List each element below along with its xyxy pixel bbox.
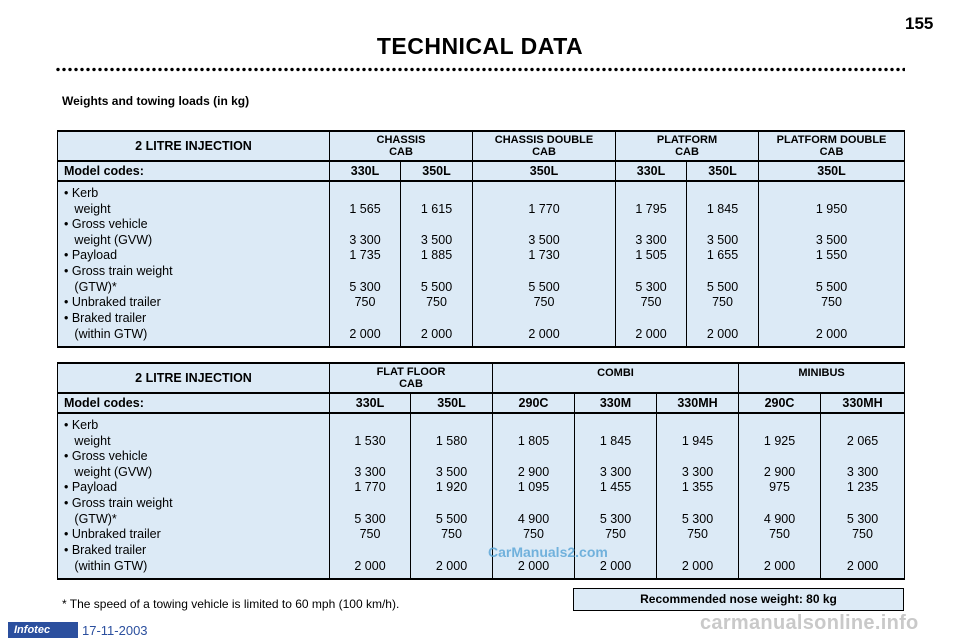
table2-code: 330MH xyxy=(657,393,739,413)
cell-value: 975 xyxy=(739,480,821,496)
table-row xyxy=(58,311,905,347)
table-row xyxy=(58,181,905,217)
cell-value: 1 355 xyxy=(657,480,739,496)
row-label: • Unbraked trailer xyxy=(58,295,330,311)
table-row xyxy=(58,480,905,496)
cell-value: 5 300 xyxy=(657,496,739,527)
cell-value: 5 300 xyxy=(616,264,687,295)
table1-code: 350L xyxy=(401,161,473,181)
cell-value: 2 000 xyxy=(401,311,473,347)
table1-main-label: 2 LITRE INJECTION xyxy=(58,131,330,161)
cell-value: 750 xyxy=(821,527,905,543)
table2-codes-label: Model codes: xyxy=(58,393,330,413)
cell-value: 1 615 xyxy=(401,181,473,217)
cell-value: 5 500 xyxy=(473,264,616,295)
cell-value: 1 235 xyxy=(821,480,905,496)
cell-value: 1 770 xyxy=(473,181,616,217)
weights-table-1 xyxy=(57,130,905,348)
dotted-divider xyxy=(55,67,905,72)
cell-value: 750 xyxy=(411,527,493,543)
cell-value: 1 735 xyxy=(330,248,401,264)
cell-value: 2 000 xyxy=(493,543,575,579)
cell-value: 5 500 xyxy=(687,264,759,295)
cell-value: 1 925 xyxy=(739,413,821,449)
cell-value: 750 xyxy=(759,295,905,311)
table1-code: 350L xyxy=(473,161,616,181)
cell-value: 1 885 xyxy=(401,248,473,264)
cell-value: 2 000 xyxy=(821,543,905,579)
watermark-bottom: carmanualsonline.info xyxy=(700,612,919,634)
cell-value: 1 580 xyxy=(411,413,493,449)
row-label: • Kerb weight xyxy=(58,181,330,217)
cell-value: 3 300 xyxy=(821,449,905,480)
cell-value: 3 500 xyxy=(473,217,616,248)
cell-value: 5 300 xyxy=(821,496,905,527)
cell-value: 3 300 xyxy=(330,449,411,480)
cell-value: 5 300 xyxy=(575,496,657,527)
row-label: • Gross vehicle weight (GVW) xyxy=(58,217,330,248)
table1-codes-label: Model codes: xyxy=(58,161,330,181)
table2-group-minibus: MINIBUS xyxy=(739,363,905,393)
watermark-center: CarManuals2.com xyxy=(488,544,608,560)
table-row xyxy=(58,449,905,480)
cell-value: 5 300 xyxy=(330,496,411,527)
cell-value: 2 000 xyxy=(616,311,687,347)
cell-value: 3 500 xyxy=(759,217,905,248)
footnote: * The speed of a towing vehicle is limited to 60 mph (100 km/h). xyxy=(62,597,400,611)
table-row xyxy=(58,496,905,527)
cell-value: 5 500 xyxy=(411,496,493,527)
cell-value: 1 805 xyxy=(493,413,575,449)
cell-value: 2 000 xyxy=(473,311,616,347)
cell-value: 750 xyxy=(657,527,739,543)
cell-value: 750 xyxy=(330,295,401,311)
table1-group-platform-cab: PLATFORM CAB xyxy=(616,131,759,161)
cell-value: 750 xyxy=(616,295,687,311)
cell-value: 1 505 xyxy=(616,248,687,264)
cell-value: 2 000 xyxy=(330,543,411,579)
cell-value: 1 945 xyxy=(657,413,739,449)
table-row xyxy=(58,264,905,295)
cell-value: 2 000 xyxy=(657,543,739,579)
row-label: • Unbraked trailer xyxy=(58,527,330,543)
cell-value: 750 xyxy=(473,295,616,311)
cell-value: 2 000 xyxy=(759,311,905,347)
weights-table-2 xyxy=(57,362,905,580)
table2-code: 290C xyxy=(493,393,575,413)
page-title: TECHNICAL DATA xyxy=(376,33,584,59)
cell-value: 750 xyxy=(493,527,575,543)
cell-value: 1 950 xyxy=(759,181,905,217)
cell-value: 750 xyxy=(575,527,657,543)
nose-weight-box: Recommended nose weight: 80 kg xyxy=(573,588,904,611)
row-label: • Kerb weight xyxy=(58,413,330,449)
table-row xyxy=(58,295,905,311)
cell-value: 3 300 xyxy=(575,449,657,480)
table1-group-chassis-cab: CHASSIS CAB xyxy=(330,131,473,161)
cell-value: 1 770 xyxy=(330,480,411,496)
row-label: • Braked trailer (within GTW) xyxy=(58,311,330,347)
cell-value: 1 795 xyxy=(616,181,687,217)
table1-code: 330L xyxy=(330,161,401,181)
cell-value: 3 300 xyxy=(330,217,401,248)
table1-code: 330L xyxy=(616,161,687,181)
cell-value: 5 500 xyxy=(759,264,905,295)
table1-code: 350L xyxy=(687,161,759,181)
table-row xyxy=(58,413,905,449)
table-row xyxy=(58,248,905,264)
table-row xyxy=(58,527,905,543)
cell-value: 750 xyxy=(739,527,821,543)
cell-value: 2 000 xyxy=(739,543,821,579)
cell-value: 1 530 xyxy=(330,413,411,449)
row-label: • Gross train weight (GTW)* xyxy=(58,496,330,527)
cell-value: 2 900 xyxy=(493,449,575,480)
table1-group-platform-double-cab: PLATFORM DOUBLE CAB xyxy=(759,131,905,161)
table2-code: 350L xyxy=(411,393,493,413)
cell-value: 4 900 xyxy=(493,496,575,527)
table2-code: 290C xyxy=(739,393,821,413)
cell-value: 2 000 xyxy=(687,311,759,347)
cell-value: 1 845 xyxy=(575,413,657,449)
row-label: • Gross vehicle weight (GVW) xyxy=(58,449,330,480)
cell-value: 750 xyxy=(687,295,759,311)
cell-value: 1 550 xyxy=(759,248,905,264)
table2-code: 330M xyxy=(575,393,657,413)
cell-value: 5 300 xyxy=(330,264,401,295)
table-row xyxy=(58,217,905,248)
row-label: • Braked trailer (within GTW) xyxy=(58,543,330,579)
cell-value: 3 500 xyxy=(411,449,493,480)
print-date: 17-11-2003 xyxy=(82,623,148,638)
cell-value: 750 xyxy=(401,295,473,311)
cell-value: 1 565 xyxy=(330,181,401,217)
table2-group-combi: COMBI xyxy=(493,363,739,393)
cell-value: 1 730 xyxy=(473,248,616,264)
table-row xyxy=(58,543,905,579)
cell-value: 1 095 xyxy=(493,480,575,496)
table2-group-flat-floor-cab: FLAT FLOOR CAB xyxy=(330,363,493,393)
table1-group-chassis-double-cab: CHASSIS DOUBLE CAB xyxy=(473,131,616,161)
row-label: • Gross train weight (GTW)* xyxy=(58,264,330,295)
section-heading: Weights and towing loads (in kg) xyxy=(62,94,250,108)
row-label: • Payload xyxy=(58,480,330,496)
cell-value: 2 065 xyxy=(821,413,905,449)
table2-code: 330L xyxy=(330,393,411,413)
cell-value: 1 845 xyxy=(687,181,759,217)
cell-value: 3 300 xyxy=(616,217,687,248)
cell-value: 1 920 xyxy=(411,480,493,496)
cell-value: 3 500 xyxy=(687,217,759,248)
cell-value: 4 900 xyxy=(739,496,821,527)
cell-value: 2 900 xyxy=(739,449,821,480)
cell-value: 2 000 xyxy=(575,543,657,579)
cell-value: 750 xyxy=(330,527,411,543)
cell-value: 2 000 xyxy=(330,311,401,347)
cell-value: 3 300 xyxy=(657,449,739,480)
table2-code: 330MH xyxy=(821,393,905,413)
row-label: • Payload xyxy=(58,248,330,264)
cell-value: 1 455 xyxy=(575,480,657,496)
infotec-logo: Infotec xyxy=(8,622,78,638)
table1-code: 350L xyxy=(759,161,905,181)
cell-value: 2 000 xyxy=(411,543,493,579)
cell-value: 1 655 xyxy=(687,248,759,264)
table2-main-label: 2 LITRE INJECTION xyxy=(58,363,330,393)
cell-value: 5 500 xyxy=(401,264,473,295)
cell-value: 3 500 xyxy=(401,217,473,248)
page-number: 155 xyxy=(905,14,934,33)
